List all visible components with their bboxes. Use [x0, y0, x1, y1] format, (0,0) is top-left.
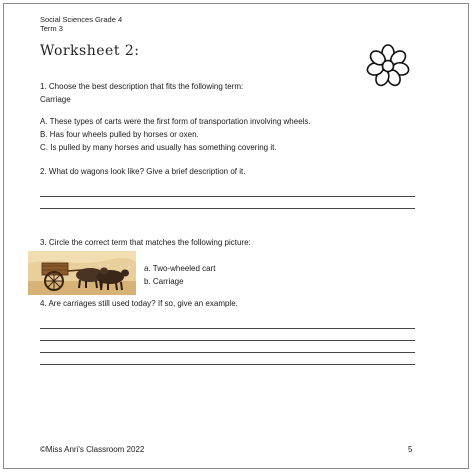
q3-option-a: a. Two-wheeled cart	[144, 264, 216, 273]
q2-answer-line[interactable]	[40, 196, 415, 197]
q2-prompt: 2. What do wagons look like? Give a brief description of it.	[40, 167, 246, 176]
q1-prompt: 1. Choose the best description that fits the following term:	[40, 82, 244, 91]
q1-option-b: B. Has four wheels pulled by horses or oxen.	[40, 130, 199, 139]
flower-icon	[364, 44, 412, 88]
subject-label: Social Sciences Grade 4	[40, 15, 123, 24]
footer-copyright: ©Miss Anri's Classroom 2022	[40, 445, 145, 454]
q4-prompt: 4. Are carriages still used today? If so, give an example.	[40, 299, 238, 308]
q3-option-b: b. Carriage	[144, 277, 184, 286]
q1-option-a: A. These types of carts were the first form of transportation involving wheels.	[40, 117, 311, 126]
q4-answer-line[interactable]	[40, 352, 415, 353]
q2-answer-line[interactable]	[40, 208, 415, 209]
page-number: 5	[408, 445, 413, 454]
q4-answer-line[interactable]	[40, 340, 415, 341]
ox-cart-picture	[28, 251, 136, 295]
q1-option-c: C. Is pulled by many horses and usually has something covering it.	[40, 143, 277, 152]
q3-prompt: 3. Circle the correct term that matches the following picture:	[40, 238, 251, 247]
term-label: Term 3	[40, 24, 63, 33]
q4-answer-line[interactable]	[40, 364, 415, 365]
worksheet-title: Worksheet 2:	[40, 43, 140, 59]
q1-term: Carriage	[40, 95, 71, 104]
q4-answer-line[interactable]	[40, 328, 415, 329]
